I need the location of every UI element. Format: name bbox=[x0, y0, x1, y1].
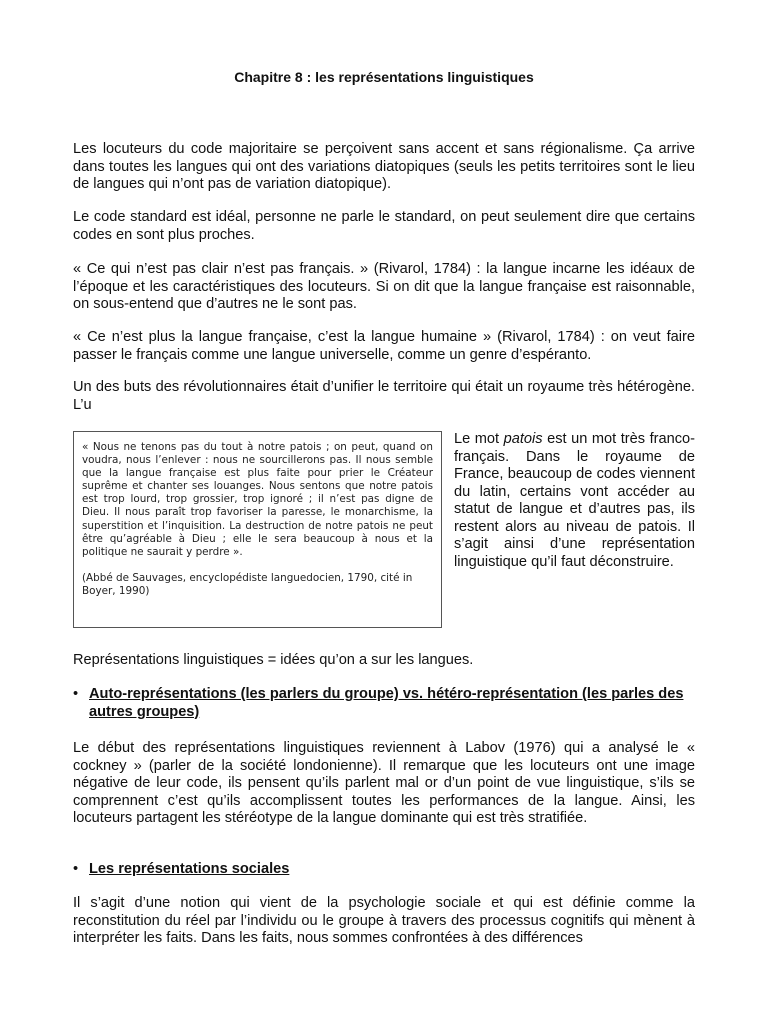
quote-text: « Nous ne tenons pas du tout à notre patois ; on peut, quand on voudra, nous l’enlever : nous ne sourcillerons pas. Il nous semble que la langue française est plus faite pour prier le Créateur suprême et chanter ses louanges. Nous sentons que notre patois est trop lourd, trop grossier, trop ignoré ; il n’est pas digne de Dieu. Il nous paraît trop favoriser la paresse, le monarchisme, la superstition et l’inquisition. La destruction de notre patois ne peut être qu’agréable à Dieu ; elle le sera beaucoup à nous et la politique ne saurait y perdre ». bbox=[82, 441, 433, 558]
paragraph-revolutionaries: Un des buts des révolutionnaires était d’unifier le territoire qui était un royaume très hétérogène. L’u bbox=[73, 379, 695, 413]
bullet-social-representations bbox=[73, 861, 695, 879]
bullet-heading-auto-representations: Auto-représentations (les parlers du groupe) vs. hétéro-représentation (les parles des autres groupes) bbox=[89, 686, 684, 720]
paragraph-definition: Représentations linguistiques = idées qu’on a sur les langues. bbox=[73, 652, 474, 668]
bullet-symbol: • bbox=[73, 686, 79, 702]
paragraph-accent: Les locuteurs du code majoritaire se perçoivent sans accent et sans régionalisme. Ça arrive dans toutes les langues qui ont des variations diatopiques (seuls les petits territoires sont le lieu de langues qui n’ont pas de variation diatopique). bbox=[73, 141, 695, 192]
quote-citation: (Abbé de Sauvages, encyclopédiste languedocien, 1790, cité in Boyer, 1990) bbox=[82, 571, 413, 597]
bullet-symbol: • bbox=[73, 861, 79, 877]
paragraph-social-psychology: Il s’agit d’une notion qui vient de la psychologie sociale et qui est définie comme la reconstitution du réel par l’individu ou le groupe à travers des processus cognitifs qui mènent à interpréter les faits. Dans les faits, nous sommes confrontées à des différences bbox=[73, 895, 695, 946]
patois-italic-word: patois bbox=[503, 431, 543, 447]
bullet-heading-social-representations: Les représentations sociales bbox=[89, 861, 290, 877]
paragraph-rivarol-universal: « Ce n’est plus la langue française, c’est la langue humaine » (Rivarol, 1784) : on veut faire passer le français comme une langue universelle, comme un genre d’espéranto. bbox=[73, 329, 695, 363]
paragraph-patois bbox=[454, 431, 695, 571]
paragraph-rivarol-clarity: « Ce qui n’est pas clair n’est pas français. » (Rivarol, 1784) : la langue incarne les idéaux de l’époque et les caractéristiques des locuteurs. Si on dit que la langue française est raisonnable, on sous-entend que d’autres ne le sont pas. bbox=[73, 261, 695, 312]
paragraph-labov: Le début des représentations linguistiques reviennent à Labov (1976) qui a analysé le « cockney » (parler de la société londonienne). Il remarque que les locuteurs ont une image négative de leur code, ils pensent qu’ils parlent mal or d’un point de vue linguistique, s’ils se comprennent c’est qu’ils accomplissent toutes les performances de la langue. Ainsi, les locuteurs partagent les stéréotype de la langue dominante qui est très stratifiée. bbox=[73, 740, 695, 826]
quote-box bbox=[73, 431, 442, 628]
patois-text-after: est un mot très franco-français. Dans le royaume de France, beaucoup de codes viennent du latin, certains vont accéder au statut de langue et d’autres pas, ils restent alors au niveau de patois. Il s’agit ainsi d’une représentation linguistique qu’il faut déconstruire. bbox=[454, 431, 695, 570]
bullet-auto-representations bbox=[73, 686, 695, 721]
patois-text-before: Le mot bbox=[454, 431, 504, 447]
document-page bbox=[73, 0, 695, 1024]
paragraph-standard-code: Le code standard est idéal, personne ne parle le standard, on peut seulement dire que certains codes en sont plus proches. bbox=[73, 209, 695, 243]
chapter-title: Chapitre 8 : les représentations linguistiques bbox=[234, 69, 534, 85]
